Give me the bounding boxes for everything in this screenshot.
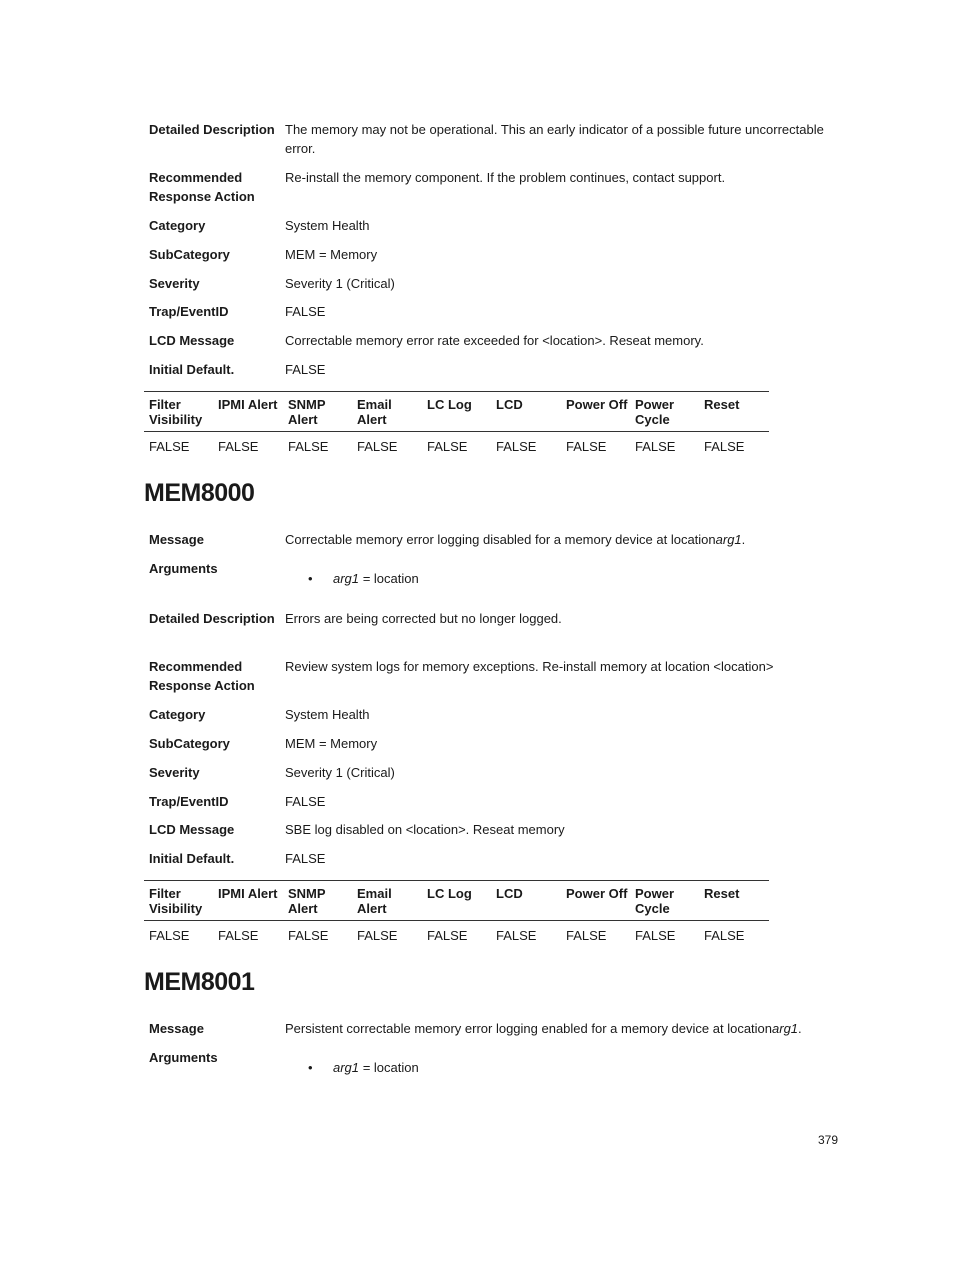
page-number: 379: [818, 1133, 839, 1147]
table-cell: FALSE: [288, 928, 329, 943]
th-snmp-alert: SNMP Alert: [288, 886, 326, 916]
trap-eventid-value: FALSE: [285, 304, 326, 319]
initial-default-value: FALSE: [285, 362, 326, 377]
trap-eventid-value: FALSE: [285, 794, 326, 809]
message-value: [285, 1019, 845, 1038]
subcategory-value: MEM = Memory: [285, 736, 378, 751]
initial-default-value: FALSE: [285, 851, 326, 866]
message-end: .: [798, 1021, 802, 1036]
table-cell: FALSE: [218, 928, 259, 943]
arguments-label: Arguments: [149, 561, 218, 576]
table-cell: FALSE: [704, 928, 745, 943]
message-text: Correctable memory error logging disabled for a memory device at location: [285, 532, 716, 547]
th-power-cycle: Power Cycle: [635, 886, 675, 916]
table-cell: FALSE: [149, 928, 190, 943]
arg-name: arg1 =: [333, 571, 371, 586]
th-reset: Reset: [704, 397, 740, 412]
th-email-alert: Email Alert: [357, 397, 392, 427]
severity-label: Severity: [149, 276, 200, 291]
th-filter-visibility: Filter Visibility: [149, 886, 203, 916]
table-cell: FALSE: [496, 439, 537, 454]
category-value: System Health: [285, 707, 370, 722]
th-power-off: Power Off: [566, 397, 628, 412]
lcd-message-value: SBE log disabled on <location>. Reseat memory: [285, 822, 565, 837]
initial-default-label: Initial Default.: [149, 851, 235, 866]
subcategory-value: MEM = Memory: [285, 247, 378, 262]
severity-label: Severity: [149, 765, 200, 780]
category-label: Category: [149, 218, 206, 233]
category-label: Category: [149, 707, 206, 722]
category-value: System Health: [285, 218, 370, 233]
table-cell: FALSE: [496, 928, 537, 943]
message-end: .: [741, 532, 746, 547]
th-lcd: LCD: [496, 397, 523, 412]
detailed-description-label: Detailed Description: [149, 122, 275, 137]
mem8000-heading: MEM8000: [144, 479, 255, 507]
message-arg: arg1: [772, 1021, 799, 1036]
message-label: Message: [149, 1021, 204, 1036]
th-email-alert: Email Alert: [357, 886, 392, 916]
arg-value: location: [373, 571, 419, 586]
lcd-message-label: LCD Message: [149, 822, 235, 837]
th-lcd: LCD: [496, 886, 523, 901]
table-cell: FALSE: [357, 928, 398, 943]
table-cell: FALSE: [566, 928, 607, 943]
table-cell: FALSE: [427, 928, 468, 943]
th-ipmi-alert: IPMI Alert: [218, 397, 278, 412]
th-filter-visibility: Filter Visibility: [149, 397, 203, 427]
message-arg: arg1: [715, 532, 742, 547]
table-cell: FALSE: [635, 439, 676, 454]
th-lc-log: LC Log: [427, 397, 472, 412]
arg-value: location: [373, 1060, 419, 1075]
message-text: Persistent correctable memory error logging enabled for a memory device at location: [285, 1021, 773, 1036]
trap-eventid-label: Trap/EventID: [149, 304, 229, 319]
detailed-description-label: Detailed Description: [149, 611, 275, 626]
table-cell: FALSE: [218, 439, 259, 454]
mem8001-heading: MEM8001: [144, 968, 255, 996]
arg-name: arg1 =: [333, 1060, 371, 1075]
table-cell: FALSE: [149, 439, 190, 454]
severity-value: Severity 1 (Critical): [285, 276, 395, 291]
trap-eventid-label: Trap/EventID: [149, 794, 229, 809]
recommended-action-value: Review system logs for memory exceptions. Re-install memory at location <location>: [285, 659, 774, 674]
bullet-icon: •: [308, 1060, 313, 1075]
lcd-message-label: LCD Message: [149, 333, 235, 348]
recommended-action-value: Re-install the memory component. If the problem continues, contact support.: [285, 170, 726, 185]
table-cell: FALSE: [635, 928, 676, 943]
table-cell: FALSE: [704, 439, 745, 454]
th-power-cycle: Power Cycle: [635, 397, 675, 427]
detailed-description-value: The memory may not be operational. This an early indicator of a possible future uncorrectable error.: [285, 122, 824, 156]
severity-value: Severity 1 (Critical): [285, 765, 395, 780]
th-ipmi-alert: IPMI Alert: [218, 886, 278, 901]
lcd-message-value: Correctable memory error rate exceeded for <location>. Reseat memory.: [285, 333, 704, 348]
subcategory-label: SubCategory: [149, 247, 230, 262]
th-lc-log: LC Log: [427, 886, 472, 901]
initial-default-label: Initial Default.: [149, 362, 235, 377]
subcategory-label: SubCategory: [149, 736, 230, 751]
arguments-label: Arguments: [149, 1050, 218, 1065]
table-top-rule: [144, 391, 769, 392]
table-cell: FALSE: [357, 439, 398, 454]
table-header-rule: [144, 431, 769, 432]
message-label: Message: [149, 532, 204, 547]
th-power-off: Power Off: [566, 886, 628, 901]
message-value: [285, 530, 835, 549]
table-cell: FALSE: [427, 439, 468, 454]
bullet-icon: •: [308, 571, 313, 586]
recommended-action-label: Recommended Response Action: [149, 170, 255, 204]
detailed-description-value: Errors are being corrected but no longer logged.: [285, 611, 562, 626]
th-reset: Reset: [704, 886, 740, 901]
table-header-rule: [144, 920, 769, 921]
th-snmp-alert: SNMP Alert: [288, 397, 326, 427]
table-cell: FALSE: [288, 439, 329, 454]
argument-item: [333, 569, 419, 588]
table-cell: FALSE: [566, 439, 607, 454]
argument-item: [333, 1058, 419, 1077]
table-top-rule: [144, 880, 769, 881]
recommended-action-label: Recommended Response Action: [149, 659, 255, 693]
